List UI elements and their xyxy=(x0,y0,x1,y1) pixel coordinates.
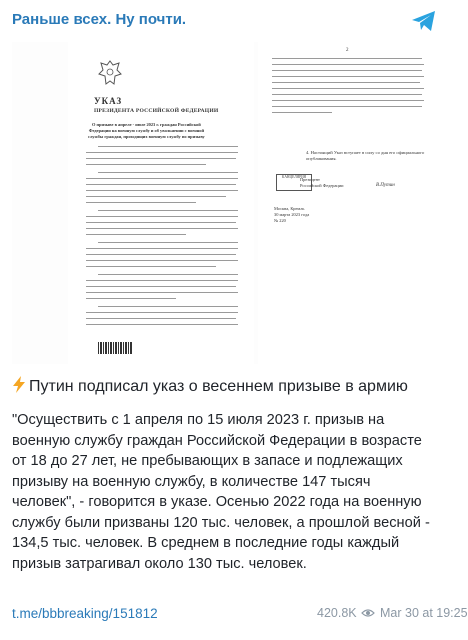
decree-subtitle: ПРЕЗИДЕНТА РОССИЙСКОЙ ФЕДЕРАЦИИ xyxy=(94,108,219,114)
channel-title[interactable]: Раньше всех. Ну почти. xyxy=(12,11,187,28)
post-date: Mar 30 at 19:25 xyxy=(380,606,468,620)
lightning-icon xyxy=(12,376,26,393)
signer-title: Президент Российской Федерации xyxy=(300,177,344,188)
document-page-1 xyxy=(68,42,254,364)
post-headline-text: Путин подписал указ о весеннем призыве в армию xyxy=(29,378,408,395)
eye-icon xyxy=(361,608,375,618)
post-footer xyxy=(0,606,468,640)
chancellery-stamp: КАНЦЕЛЯРИЯ xyxy=(276,174,312,191)
post-header xyxy=(0,0,448,42)
post-headline xyxy=(12,376,408,396)
post-link[interactable]: t.me/bbbreaking/151812 xyxy=(12,606,158,621)
decree-title: УКАЗ xyxy=(94,96,123,106)
telegram-logo-icon[interactable] xyxy=(411,9,437,33)
view-count: 420.8K xyxy=(317,606,357,620)
post-body: "Осуществить с 1 апреля по 15 июля 2023 г. призыв на военную службу граждан Российской Федерации в возрасте от 18 до 27 лет, не пребывающих в запасе и подлежащих призыву на военную службу, в количестве 147 тысяч человек", - говорится в указе. Осенью 2022 года на военную службу были призваны 120 тыс. человек, а прошлой весной - 134,5 тыс. человек. В среднем в последние годы каждый призыв затрагивал около 130 тыс. человек. xyxy=(12,412,430,572)
signature: В.Путин xyxy=(376,183,395,188)
decree-place-date: Москва, Кремль 30 марта 2023 года № 220 xyxy=(274,206,310,223)
document-image[interactable] xyxy=(12,42,436,364)
document-page-2 xyxy=(258,42,436,364)
coat-of-arms-icon xyxy=(97,58,123,88)
page-number: 2 xyxy=(346,48,349,53)
decree-point-4: 4. Настоящий Указ вступает в силу со дня его официального опубликования. xyxy=(306,150,425,161)
barcode xyxy=(98,342,132,354)
decree-subject: О призыве в апреле - июле 2023 г. граждан Российской Федерации на военную службу и об увольнении с военной службы граждан, проходящих военную службу по призыву xyxy=(88,122,205,139)
